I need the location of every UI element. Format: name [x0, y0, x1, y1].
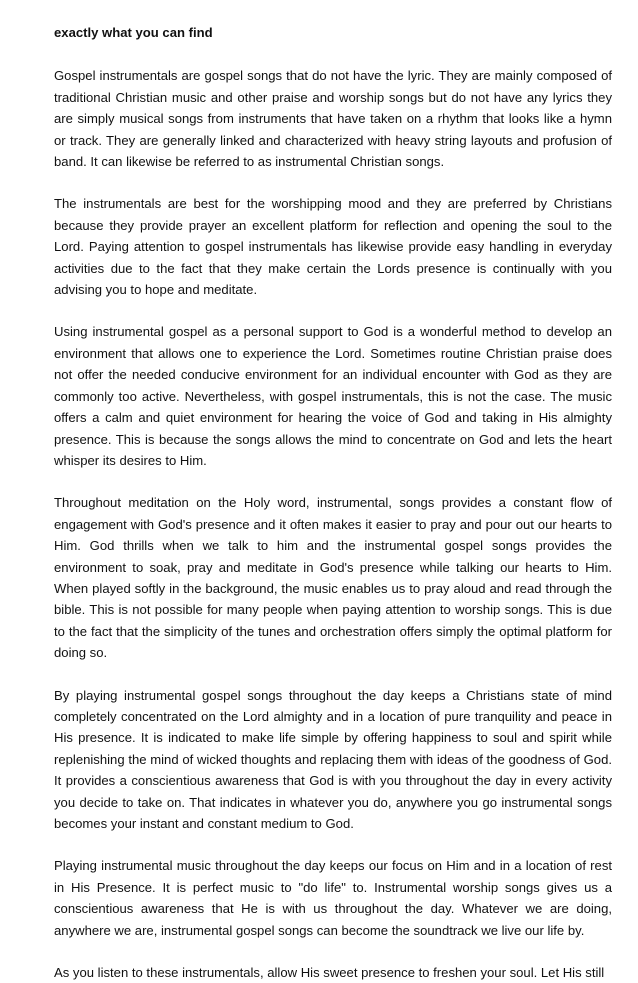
paragraph-3: Using instrumental gospel as a personal support to God is a wonderful method to develop an environment that allows one to experience the Lord. Sometimes routine Christian praise does not offer the needed conducive environment for an individual encounter with God as they are commonly too active. Nevertheless, with gospel instrumentals, this is not the case. The music offers a calm and quiet environment for hearing the voice of God and taking in His almighty presence. This is because the songs allows the mind to concentrate on God and lets the heart whisper its desires to Him.	[54, 324, 612, 468]
paragraph-6: Playing instrumental music throughout the day keeps our focus on Him and in a location of rest in His Presence. It is perfect music to "do life" to. Instrumental worship songs gives us a conscientious awareness that He is with us throughout the day. Whatever we are doing, anywhere we are, instrumental gospel songs can become the soundtrack we live our life by.	[54, 858, 612, 938]
page-heading: exactly what you can find	[54, 25, 213, 40]
paragraph-4: Throughout meditation on the Holy word, instrumental, songs provides a constant flow of engagement with God's presence and it often makes it easier to pray and pour out our hearts to Him. God thrills when we talk to him and the instrumental gospel songs provides the environment to soak, pray and meditate in God's presence while talking our hearts to Him. When played softly in the background, the music enables us to pray aloud and read through the bible. This is not possible for many people when paying attention to worship songs. This is due to the fact that the simplicity of the tunes and orchestration offers simply the optimal platform for doing so.	[54, 495, 612, 661]
paragraph-7: As you listen to these instrumentals, allow His sweet presence to freshen your soul. Let His still	[54, 965, 605, 981]
paragraph-1: Gospel instrumentals are gospel songs that do not have the lyric. They are mainly composed of traditional Christian music and other praise and worship songs but do not have any lyrics they are simply musical songs from instruments that have taken on a rhythm that looks like a hymn or track. They are generally linked and characterized with heavy string layouts and profusion of band. It can likewise be referred to as instrumental Christian songs.	[54, 68, 612, 170]
paragraph-5: By playing instrumental gospel songs throughout the day keeps a Christians state of mind completely concentrated on the Lord almighty and in a location of pure tranquility and peace in His presence. It is indicated to make life simple by offering happiness to soul and spirit while replenishing the mind of wicked thoughts and replacing them with ideas of the goodness of God. It provides a conscientious awareness that God is with you throughout the day in every activity you decide to take on. That indicates in whatever you do, anywhere you go instrumental songs becomes your instant and constant medium to God.	[54, 687, 612, 831]
document-page	[54, 22, 612, 983]
paragraph-2: The instrumentals are best for the worshipping mood and they are preferred by Christians because they provide prayer an excellent platform for reflection and opening the soul to the Lord. Paying attention to gospel instrumentals has likewise provide easy handling in everyday activities due to the fact that they make certain the Lords presence is continually with you advising you to hope and meditate.	[54, 196, 612, 298]
